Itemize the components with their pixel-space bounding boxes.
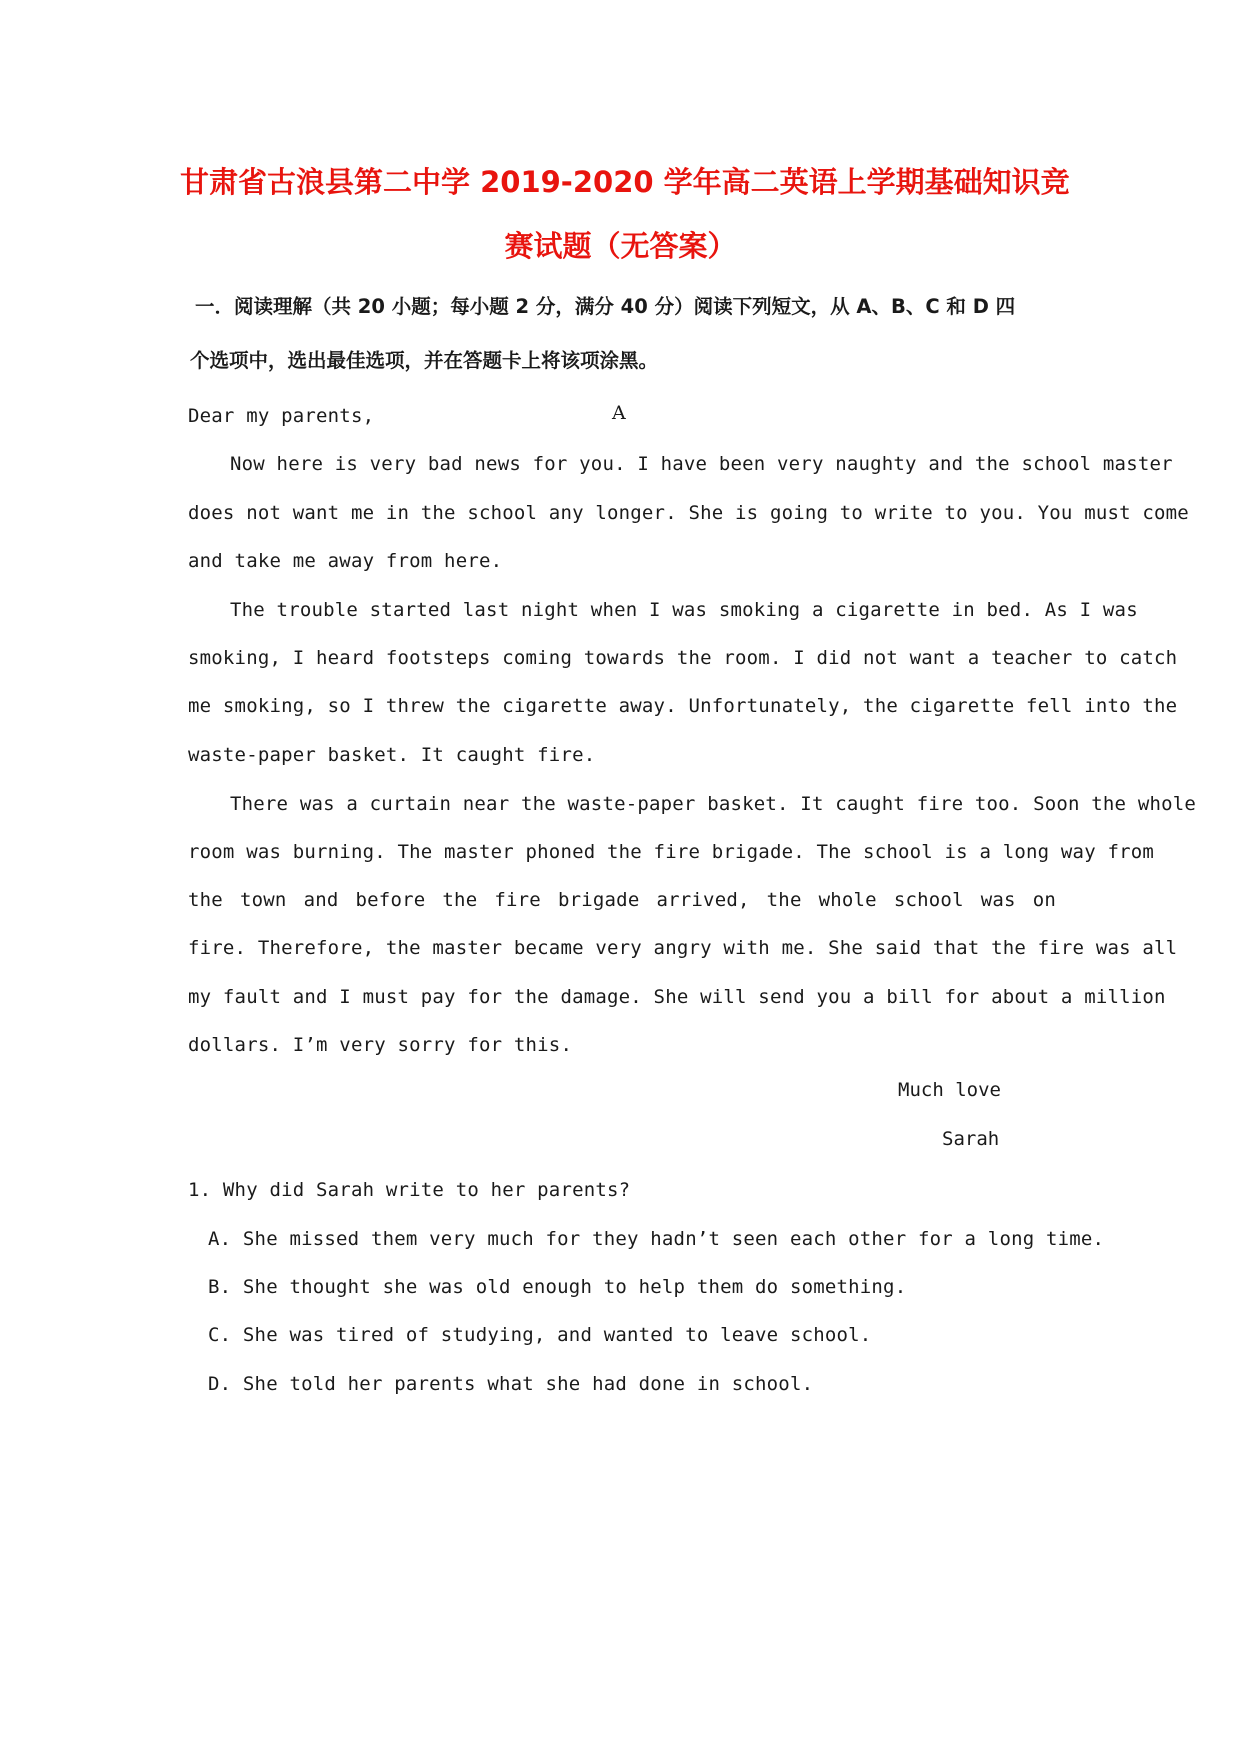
paragraph-3-line: There was a curtain near the waste-paper basket. It caught fire too. Soon the whole — [230, 793, 1197, 815]
document-title-line-2: 赛试题（无答案） — [504, 229, 737, 263]
question-1-option-a: A. She missed them very much for they hadn’t seen each other for a long time. — [208, 1228, 1105, 1250]
letter-signature: Sarah — [942, 1128, 1000, 1150]
paragraph-2-line: The trouble started last night when I was smoking a cigarette in bed. As I was — [230, 599, 1138, 621]
paragraph-1-line: Now here is very bad news for you. I have been very naughty and the school master — [230, 453, 1173, 475]
letter-salutation: Dear my parents, — [188, 405, 375, 427]
question-1-option-d: D. She told her parents what she had done in school. — [208, 1373, 814, 1395]
question-1-stem: 1. Why did Sarah write to her parents? — [188, 1179, 631, 1201]
instructions-line-1: 一．阅读理解（共 20 小题；每小题 2 分，满分 40 分）阅读下列短文，从 A、B、C 和 D 四 — [195, 295, 1016, 318]
paragraph-3-line: the town and before the fire brigade arrived, the whole school was on — [188, 889, 1056, 911]
paragraph-3-line: fire. Therefore, the master became very angry with me. She said that the fire was all — [188, 937, 1178, 959]
paragraph-2-line: me smoking, so I threw the cigarette away. Unfortunately, the cigarette fell into the — [188, 695, 1178, 717]
paragraph-3-line: my fault and I must pay for the damage. She will send you a bill for about a million — [188, 986, 1166, 1008]
instructions-line-2: 个选项中，选出最佳选项，并在答题卡上将该项涂黑。 — [190, 349, 659, 372]
question-1-option-b: B. She thought she was old enough to help them do something. — [208, 1276, 907, 1298]
paragraph-2-line: smoking, I heard footsteps coming towards the room. I did not want a teacher to catch — [188, 647, 1178, 669]
question-1-option-c: C. She was tired of studying, and wanted to leave school. — [208, 1324, 872, 1346]
letter-closing: Much love — [898, 1079, 1001, 1101]
document-title-line-1: 甘肃省古浪县第二中学 2019-2020 学年高二英语上学期基础知识竞 — [180, 165, 1070, 199]
section-label: A — [612, 402, 626, 424]
paragraph-2-line: waste-paper basket. It caught fire. — [188, 744, 596, 766]
paragraph-3-line: room was burning. The master phoned the fire brigade. The school is a long way from — [188, 841, 1155, 863]
paragraph-1-line: and take me away from here. — [188, 550, 503, 572]
paragraph-1-line: does not want me in the school any longer. She is going to write to you. You must come — [188, 502, 1189, 524]
paragraph-3-line: dollars. I’m very sorry for this. — [188, 1034, 573, 1056]
